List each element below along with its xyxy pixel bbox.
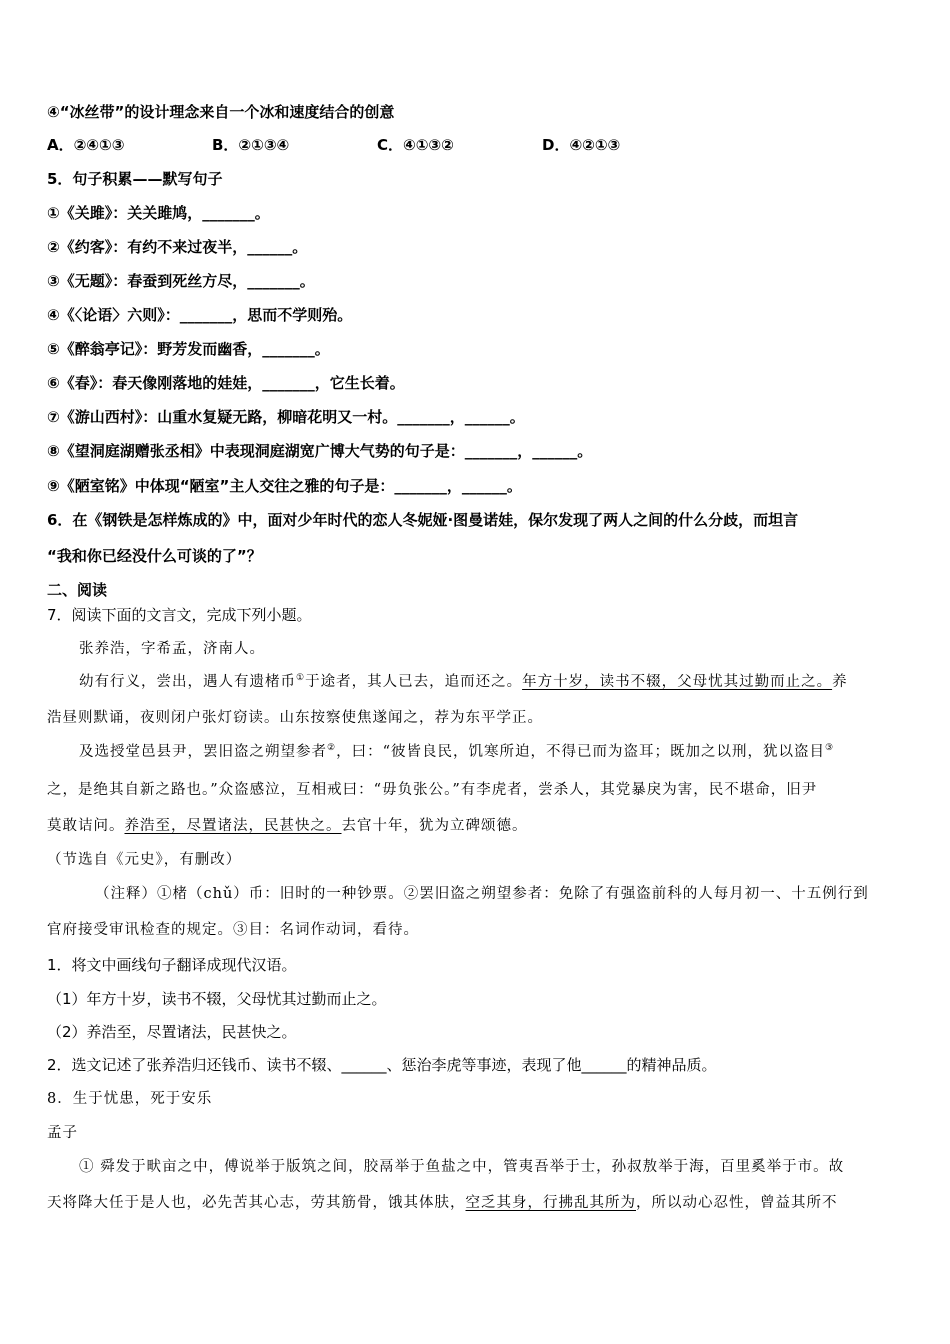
q6-line1: 6．在《钢铁是怎样炼成的》中，面对少年时代的恋人冬妮娅·图曼诺娃，保尔发现了两人之间的什么分歧，而坦言 [47, 511, 799, 529]
q5-item: ②《约客》：有约不来过夜半，______。 [47, 238, 308, 256]
q5-item: ③《无题》：春蚕到死丝方尽，_______。 [47, 272, 315, 290]
q5-title: 5．句子积累——默写句子 [47, 170, 223, 188]
q5-item: ⑧《望洞庭湖赠张丞相》中表现洞庭湖宽广博大气势的句子是：_______，______。 [47, 442, 593, 460]
q7-subquestion-1a: （1）年方十岁，读书不辍，父母忧其过勤而止之。 [47, 990, 387, 1008]
classical-text-p3-line3: 莫敢诘问。养浩至，尽置诸法，民甚快之。去官十年，犹为立碑颂德。 [47, 818, 528, 834]
q5-item: ①《关雎》：关关雎鸠，_______。 [47, 204, 270, 222]
q7-subquestion-1b: （2）养浩至，尽置诸法，民甚快之。 [47, 1023, 297, 1041]
classical-text-p3-line1: 及选授堂邑县尹，罢旧盗之朔望参者②，曰：“彼皆良民，饥寒所迫，不得已而为盗耳；既加之以刑，犹以盗目③ [79, 743, 835, 760]
underlined-sentence: 年方十岁，读书不辍，父母忧其过勤而止之。 [522, 674, 833, 690]
classical-text-p3-line2: 之，是绝其自新之路也。”众盗感泣，互相戒曰：“毋负张公。”有李虎者，尝杀人，其党暴戾为害，民不堪命，旧尹 [47, 782, 818, 798]
q8-p1-line1: ① 舜发于畎亩之中，傅说举于版筑之间，胶鬲举于鱼盐之中，管夷吾举于士，孙叔敖举于海，百里奚举于市。故 [79, 1159, 845, 1175]
q4-item-4: ④“冰丝带”的设计理念来自一个冰和速度结合的创意 [47, 103, 395, 121]
option-c: C．④①③② [377, 136, 454, 154]
option-d: D．④②①③ [542, 136, 621, 154]
q5-item: ⑤《醉翁亭记》：野芳发而幽香，_______。 [47, 340, 330, 358]
q8-p1-line2: 天将降大任于是人也，必先苦其心志，劳其筋骨，饿其体肤，空乏其身，行拂乱其所为，所以动心忍性，曾益其所不 [47, 1195, 838, 1211]
q7-subquestion-2: 2．选文记述了张养浩归还钱币、读书不辍、______、惩治李虎等事迹，表现了他______的精神品质。 [47, 1056, 717, 1074]
section-title: 二、阅读 [47, 581, 108, 599]
q5-item: ④《〈论语〉六则》：_______，思而不学则殆。 [47, 306, 353, 324]
text-source: （节选自《元史》，有删改） [47, 852, 242, 868]
q5-item: ⑨《陋室铭》中体现“陋室”主人交往之雅的句子是：_______，______。 [47, 477, 522, 495]
q8-author: 孟子 [47, 1125, 78, 1141]
annotation-line2: 官府接受审讯检查的规定。③目：名词作动词，看待。 [47, 922, 419, 938]
option-b: B．②①③④ [212, 136, 290, 154]
classical-text-p2-line2: 浩昼则默诵，夜则闭户张灯窃读。山东按察使焦遂闻之，荐为东平学正。 [47, 710, 543, 726]
annotation-line1: （注释）①楮（chǔ）币：旧时的一种钞票。②罢旧盗之朔望参者：免除了有强盗前科的人每月初一、十五例行到 [95, 886, 869, 902]
underlined-sentence: 养浩至，尽置诸法，民甚快之。 [124, 818, 342, 834]
classical-text-p1: 张养浩，字希孟，济南人。 [79, 641, 265, 657]
q5-item: ⑥《春》：春天像刚落地的娃娃，_______，它生长着。 [47, 374, 405, 392]
q5-item: ⑦《游山西村》：山重水复疑无路，柳暗花明又一村。_______，______。 [47, 408, 525, 426]
underlined-sentence: 空乏其身，行拂乱其所为 [465, 1195, 636, 1211]
q7-intro: 7．阅读下面的文言文，完成下列小题。 [47, 606, 312, 624]
q4-options [47, 134, 620, 156]
q6-line2: “我和你已经没什么可谈的了”？ [47, 547, 262, 565]
classical-text-p2-line1: 幼有行义，尝出，遇人有遗楮币①于途者，其人已去，追而还之。年方十岁，读书不辍，父母忧其过勤而止之。养 [79, 673, 848, 690]
q8-title: 8．生于忧患，死于安乐 [47, 1091, 213, 1107]
q7-subquestion-1: 1．将文中画线句子翻译成现代汉语。 [47, 956, 297, 974]
option-a: A．②④①③ [47, 136, 125, 154]
